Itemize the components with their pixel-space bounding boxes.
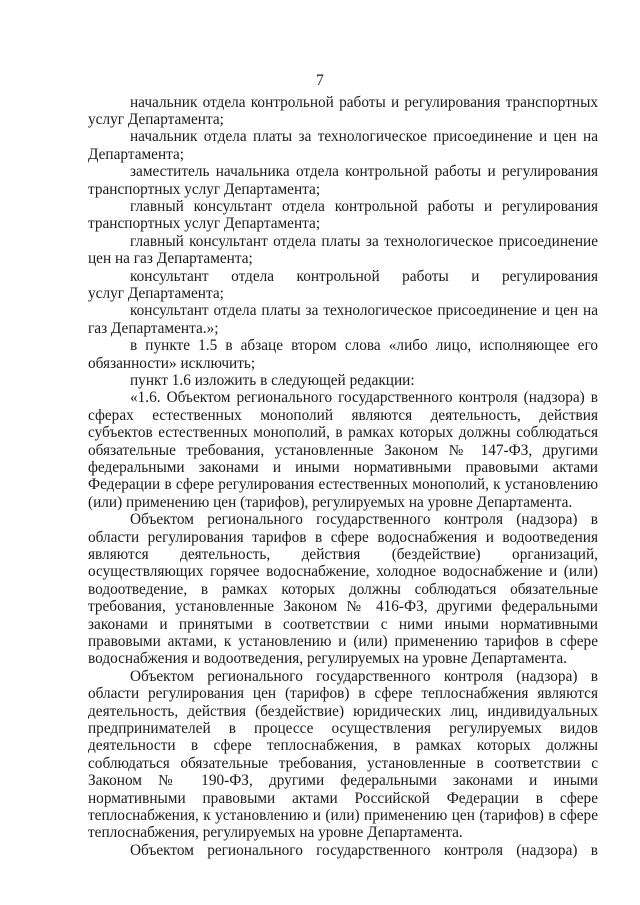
text-line: требования, установленные Законом № 416-ФЗ, другими федеральными <box>88 598 598 615</box>
text-line: газ Департамента.»; <box>88 320 219 337</box>
text-line: обязанности» исключить; <box>88 355 256 372</box>
text-line: деятельность, действия (бездействие) юридических лиц, индивидуальных <box>88 703 598 720</box>
text-line: правовыми актами, к установлению и (или) применению тарифов в сфере <box>88 633 598 650</box>
text-line: федеральными законами и иными нормативными правовыми актами <box>88 459 598 476</box>
text-line: консультант отдела контрольной работы и регулирования <box>130 268 598 285</box>
text-line: транспортных услуг Департамента; <box>88 181 321 198</box>
text-line: Федерации в сфере регулирования естественных монополий, к установлению <box>88 476 598 493</box>
text-line: области регулирования цен (тарифов) в сфере теплоснабжения являются <box>88 685 598 702</box>
text-line: Объектом регионального государственного контроля (надзора) в <box>130 842 598 859</box>
text-line: нормативными правовыми актами Российской Федерации в сфере <box>88 790 598 807</box>
text-line: главный консультант отдела контрольной работы и регулирования <box>130 198 598 215</box>
text-line: главный консультант отдела платы за технологическое присоединение <box>130 233 598 250</box>
text-line: (или) применению цен (тарифов), регулируемых на уровне Департамента. <box>88 494 573 511</box>
text-line: теплоснабжения, к установлению и (или) применению цен (тарифов) в сфере <box>88 807 598 824</box>
text-line: деятельности в сфере теплоснабжения, в рамках которых должны <box>88 737 598 754</box>
page-number: 7 <box>316 72 324 89</box>
text-line: субъектов естественных монополий, в рамках которых должны соблюдаться <box>88 424 598 441</box>
text-line: начальник отдела платы за технологическое присоединение и цен на <box>130 128 598 145</box>
text-line: Департамента; <box>88 146 185 163</box>
text-line: области регулирования тарифов в сфере водоснабжения и водоотведения <box>88 529 598 546</box>
text-line: обязательные требования, установленные Законом № 147-ФЗ, другими <box>88 442 598 459</box>
text-line: в пункте 1.5 в абзаце втором слова «либо лицо, исполняющее его <box>130 337 598 354</box>
text-line: цен на газ Департамента; <box>88 250 253 267</box>
text-line: Объектом регионального государственного контроля (надзора) в <box>130 668 598 685</box>
text-line: услуг Департамента; <box>88 111 224 128</box>
text-line: водоотведение, в рамках которых должны соблюдаться обязательные <box>88 581 598 598</box>
text-line: теплоснабжения, регулируемых на уровне Департамента. <box>88 824 463 841</box>
text-line: осуществляющих горячее водоснабжение, холодное водоснабжение и (или) <box>88 563 598 580</box>
text-line: являются деятельность, действия (бездействие) организаций, <box>88 546 598 563</box>
text-line: соблюдаться обязательные требования, установленные в соответствии с <box>88 755 598 772</box>
text-line: Законом № 190-ФЗ, другими федеральными законами и иными <box>88 772 598 789</box>
text-line: законами и принятыми в соответствии с ними иными нормативными <box>88 616 598 633</box>
text-line: услуг Департамента; <box>88 285 224 302</box>
text-line: предпринимателей в процессе осуществления регулируемых видов <box>88 720 598 737</box>
text-line: пункт 1.6 изложить в следующей редакции: <box>130 372 415 389</box>
text-line: водоснабжения и водоотведения, регулируемых на уровне Департамента. <box>88 650 567 667</box>
text-line: сферах естественных монополий являются деятельность, действия <box>88 407 598 424</box>
text-line: Объектом регионального государственного контроля (надзора) в <box>130 511 598 528</box>
text-line: транспортных услуг Департамента; <box>88 215 321 232</box>
text-line: «1.6. Объектом регионального государственного контроля (надзора) в <box>130 389 598 406</box>
text-line: консультант отдела платы за технологическое присоединение и цен на <box>130 302 598 319</box>
text-line: заместитель начальника отдела контрольной работы и регулирования <box>130 163 598 180</box>
text-line: начальник отдела контрольной работы и регулирования транспортных <box>130 94 598 111</box>
